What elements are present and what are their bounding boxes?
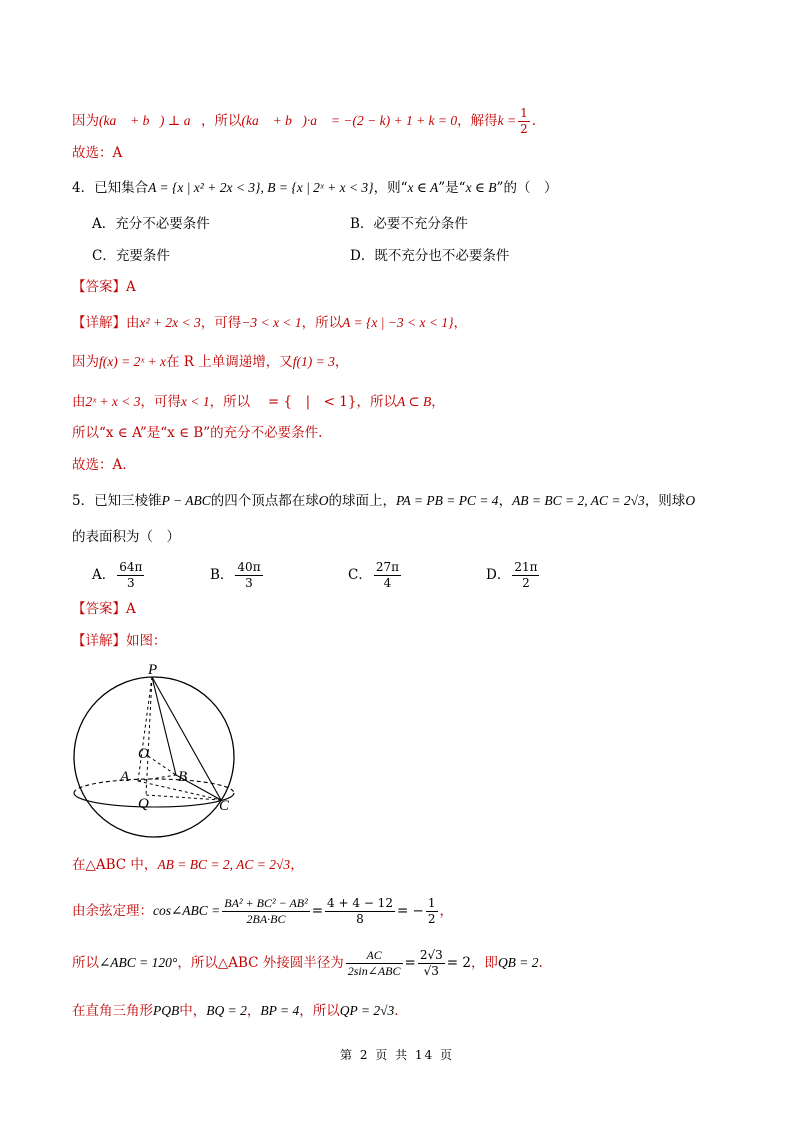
label-P: P xyxy=(148,662,158,678)
q4-option-b: B．必要不充分条件 xyxy=(350,216,468,232)
edge-PA xyxy=(138,677,152,781)
page-footer: 第 2 页 共 14 页 xyxy=(340,1048,454,1062)
q5-option-d: D． $\frac{21\pi}{2}$ xyxy=(486,560,538,590)
label-C: C xyxy=(219,798,230,814)
q4-choice: 故选：A. xyxy=(72,457,127,473)
q5-step-1: 在△ABC 中，AB = BC = 2, AC = 2√3， xyxy=(72,857,304,873)
q5-step-4: 在直角三角形PQB中，BQ = 2，BP = 4，所以QP = 2√3. xyxy=(72,1003,399,1019)
edge-PQ xyxy=(146,677,152,795)
question-5-stem: 5．已知三棱锥P − ABC的四个顶点都在球O的球面上，PA = PB = PC = 4，AB = BC = 2, AC = 2√3，则球O xyxy=(72,493,696,509)
q5-option-c: C． $\frac{27\pi}{4}$ xyxy=(348,560,399,590)
question-5-stem-line-2: 的表面积为（ ） xyxy=(72,529,180,545)
q4-option-a: A．充分不必要条件 xyxy=(92,216,210,232)
q5-step-2: 由余弦定理：cos∠ABC = $\frac{\text{BA² + BC² − AB²}}{2BA\cdot BC}$ = $\frac{4 + 4 - 12}{8}$ = − $\frac{1}{2}$ ， xyxy=(72,896,454,926)
label-Q: Q xyxy=(138,796,149,812)
sphere-tetrahedron-figure xyxy=(66,660,246,842)
q4-detail-line-4: 所以“x ∈ A”是“x ∈ B”的充分不必要条件. xyxy=(72,425,323,441)
q4-detail-line-3: 由2ˣ + x < 3，可得x < 1，所以 = { | < 1}，所以A ⊂ B， xyxy=(72,394,445,410)
q4-option-c: C．充要条件 xyxy=(92,248,170,264)
fraction-one-half: $\frac{1}{2}$ xyxy=(520,106,528,136)
q4-detail-line-1: 【详解】由x² + 2x < 3，可得−3 < x < 1，所以A = {x | −3 < x < 1}， xyxy=(72,315,468,331)
choice-line-q3: 故选：A xyxy=(72,145,123,161)
label-B: B xyxy=(178,769,188,785)
q5-step-3: 所以∠ABC = 120°，所以△ABC 外接圆半径为 $\frac{AC}{\text{2sin∠ABC}}$ = $\frac{2√3}{√3}$ = 2，即QB = 2. xyxy=(72,948,543,978)
label-A: A xyxy=(120,769,130,785)
sphere-outline xyxy=(74,677,234,837)
label-O: O xyxy=(138,746,149,762)
q4-detail-line-2: 因为f(x) = 2ˣ + x在 R 上单调递增，又f(1) = 3， xyxy=(72,354,349,370)
edge-PB xyxy=(152,677,176,775)
q5-option-b: B． $\frac{40\pi}{3}$ xyxy=(210,560,261,590)
solution-line-perpendicular: 因为(ka⃗ + b⃗) ⊥ a⃗，所以(ka⃗ + b⃗)·a⃗ = −(2 − k) + 1 + k = 0，解得k = $\frac{1}{2}$ . xyxy=(72,106,537,136)
q4-answer: 【答案】A xyxy=(72,279,136,295)
q4-option-d: D．既不充分也不必要条件 xyxy=(350,248,510,264)
edge-AB xyxy=(138,775,176,781)
q5-option-a: A． $\frac{64\pi}{3}$ xyxy=(92,560,143,590)
q5-detail-heading: 【详解】如图： xyxy=(72,633,167,649)
question-4-stem: 4．已知集合A = {x | x² + 2x < 3}, B = {x | 2ˣ + x < 3}，则“x ∈ A”是“x ∈ B”的（ ） xyxy=(72,180,558,196)
q5-answer: 【答案】A xyxy=(72,601,136,617)
